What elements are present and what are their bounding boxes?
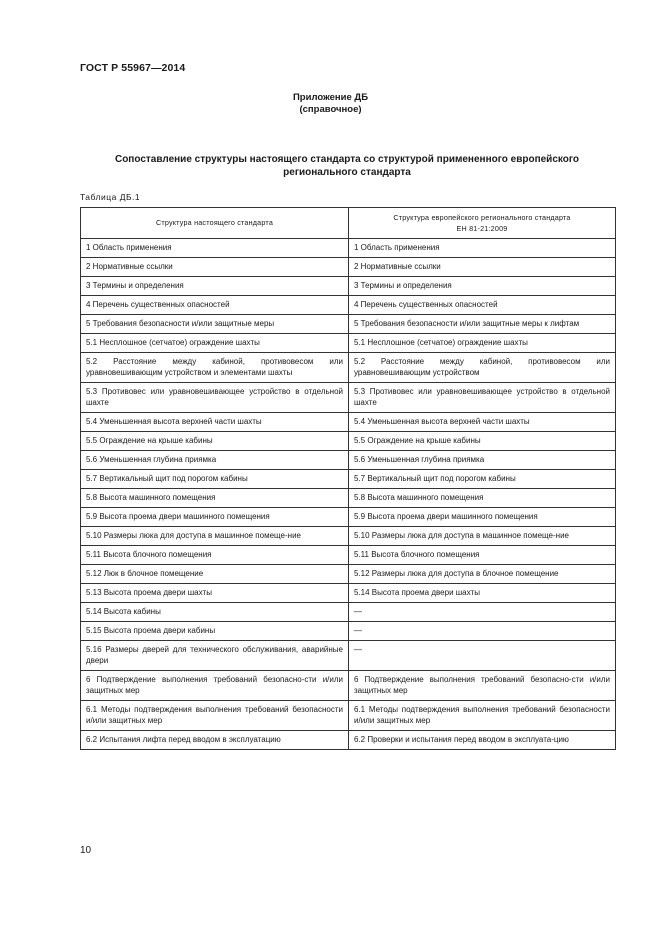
cell-national-structure: 2 Нормативные ссылки	[81, 258, 349, 277]
table-row	[81, 413, 616, 432]
cell-national-structure: 6 Подтверждение выполнения требований безопасно-сти и/или защитных мер	[81, 671, 349, 701]
table-row	[81, 489, 616, 508]
cell-european-structure: 5.4 Уменьшенная высота верхней части шахты	[349, 413, 616, 432]
cell-national-structure: 5.2 Расстояние между кабиной, противовесом или уравновешивающим устройством и элементами шахты	[81, 353, 349, 383]
table-row	[81, 296, 616, 315]
table-row	[81, 383, 616, 413]
cell-european-structure: 6 Подтверждение выполнения требований безопасно-сти и/или защитных мер	[349, 671, 616, 701]
table-row	[81, 470, 616, 489]
table-row	[81, 239, 616, 258]
cell-national-structure: 5.1 Несплошное (сетчатое) ограждение шахты	[81, 334, 349, 353]
cell-national-structure: 5.11 Высота блочного помещения	[81, 546, 349, 565]
table-row	[81, 671, 616, 701]
cell-national-structure: 5.4 Уменьшенная высота верхней части шахты	[81, 413, 349, 432]
document-id: ГОСТ Р 55967—2014	[80, 62, 186, 74]
column-header-right	[349, 208, 616, 239]
cell-european-structure: 5.12 Размеры люка для доступа в блочное помещение	[349, 565, 616, 584]
table-row	[81, 432, 616, 451]
cell-european-structure: 5.10 Размеры люка для доступа в машинное помеще-ние	[349, 527, 616, 546]
table-row	[81, 451, 616, 470]
cell-european-structure: 5.1 Несплошное (сетчатое) ограждение шахты	[349, 334, 616, 353]
cell-european-structure: 5.14 Высота проема двери шахты	[349, 584, 616, 603]
table-row	[81, 641, 616, 671]
cell-national-structure: 5.5 Ограждение на крыше кабины	[81, 432, 349, 451]
table-row	[81, 258, 616, 277]
table-row	[81, 334, 616, 353]
cell-national-structure: 5 Требования безопасности и/или защитные меры	[81, 315, 349, 334]
table-row	[81, 603, 616, 622]
table-row	[81, 731, 616, 750]
table-row	[81, 527, 616, 546]
column-header-right-title: Структура европейского регионального стандарта	[393, 212, 571, 222]
column-header-right-standard: ЕН 81-21:2009	[456, 223, 508, 233]
cell-european-structure: 2 Нормативные ссылки	[349, 258, 616, 277]
table-label: Таблица ДБ.1	[80, 192, 141, 202]
cell-national-structure: 5.10 Размеры люка для доступа в машинное помеще-ние	[81, 527, 349, 546]
cell-national-structure: 5.15 Высота проема двери кабины	[81, 622, 349, 641]
cell-european-structure: 6.2 Проверки и испытания перед вводом в эксплуата-цию	[349, 731, 616, 750]
table-row	[81, 701, 616, 731]
cell-european-structure: —	[349, 603, 616, 622]
section-heading: Сопоставление структуры настоящего стандарта со структурой примененного европейского регионального стандарта	[114, 154, 580, 178]
cell-european-structure: 5.5 Ограждение на крыше кабины	[349, 432, 616, 451]
cell-european-structure: 5.6 Уменьшенная глубина приямка	[349, 451, 616, 470]
cell-national-structure: 5.6 Уменьшенная глубина приямка	[81, 451, 349, 470]
cell-european-structure: 5 Требования безопасности и/или защитные меры к лифтам	[349, 315, 616, 334]
cell-european-structure: —	[349, 641, 616, 671]
appendix-subtitle: (справочное)	[299, 104, 362, 115]
appendix-title	[0, 92, 661, 116]
column-header-left: Структура настоящего стандарта	[81, 208, 349, 239]
table-row	[81, 622, 616, 641]
cell-european-structure: 6.1 Методы подтверждения выполнения требований безопасности и/или защитных мер	[349, 701, 616, 731]
table-row	[81, 584, 616, 603]
table-header-row	[81, 208, 616, 239]
cell-national-structure: 6.1 Методы подтверждения выполнения требований безопасности и/или защитных мер	[81, 701, 349, 731]
cell-national-structure: 5.16 Размеры дверей для технического обслуживания, аварийные двери	[81, 641, 349, 671]
cell-national-structure: 6.2 Испытания лифта перед вводом в эксплуатацию	[81, 731, 349, 750]
cell-european-structure: 5.2 Расстояние между кабиной, противовесом или уравновешивающим устройством	[349, 353, 616, 383]
cell-national-structure: 5.7 Вертикальный щит под порогом кабины	[81, 470, 349, 489]
cell-national-structure: 5.14 Высота кабины	[81, 603, 349, 622]
cell-national-structure: 4 Перечень существенных опасностей	[81, 296, 349, 315]
cell-european-structure: 3 Термины и определения	[349, 277, 616, 296]
cell-national-structure: 3 Термины и определения	[81, 277, 349, 296]
cell-european-structure: 5.11 Высота блочного помещения	[349, 546, 616, 565]
table-row	[81, 277, 616, 296]
cell-national-structure: 5.13 Высота проема двери шахты	[81, 584, 349, 603]
cell-european-structure: 5.3 Противовес или уравновешивающее устройство в отдельной шахте	[349, 383, 616, 413]
cell-european-structure: 5.7 Вертикальный щит под порогом кабины	[349, 470, 616, 489]
table-row	[81, 565, 616, 584]
cell-european-structure: 1 Область применения	[349, 239, 616, 258]
table-body	[81, 239, 616, 750]
page-number: 10	[80, 845, 92, 856]
comparison-table	[80, 207, 616, 750]
cell-national-structure: 5.12 Люк в блочное помещение	[81, 565, 349, 584]
table-row	[81, 508, 616, 527]
table-row	[81, 353, 616, 383]
cell-national-structure: 5.8 Высота машинного помещения	[81, 489, 349, 508]
cell-national-structure: 5.3 Противовес или уравновешивающее устройство в отдельной шахте	[81, 383, 349, 413]
cell-national-structure: 5.9 Высота проема двери машинного помещения	[81, 508, 349, 527]
cell-european-structure: 5.9 Высота проема двери машинного помещения	[349, 508, 616, 527]
appendix-name: Приложение ДБ	[292, 92, 369, 103]
cell-national-structure: 1 Область применения	[81, 239, 349, 258]
table-row	[81, 315, 616, 334]
cell-european-structure: 5.8 Высота машинного помещения	[349, 489, 616, 508]
table-row	[81, 546, 616, 565]
cell-european-structure: 4 Перечень существенных опасностей	[349, 296, 616, 315]
cell-european-structure: —	[349, 622, 616, 641]
